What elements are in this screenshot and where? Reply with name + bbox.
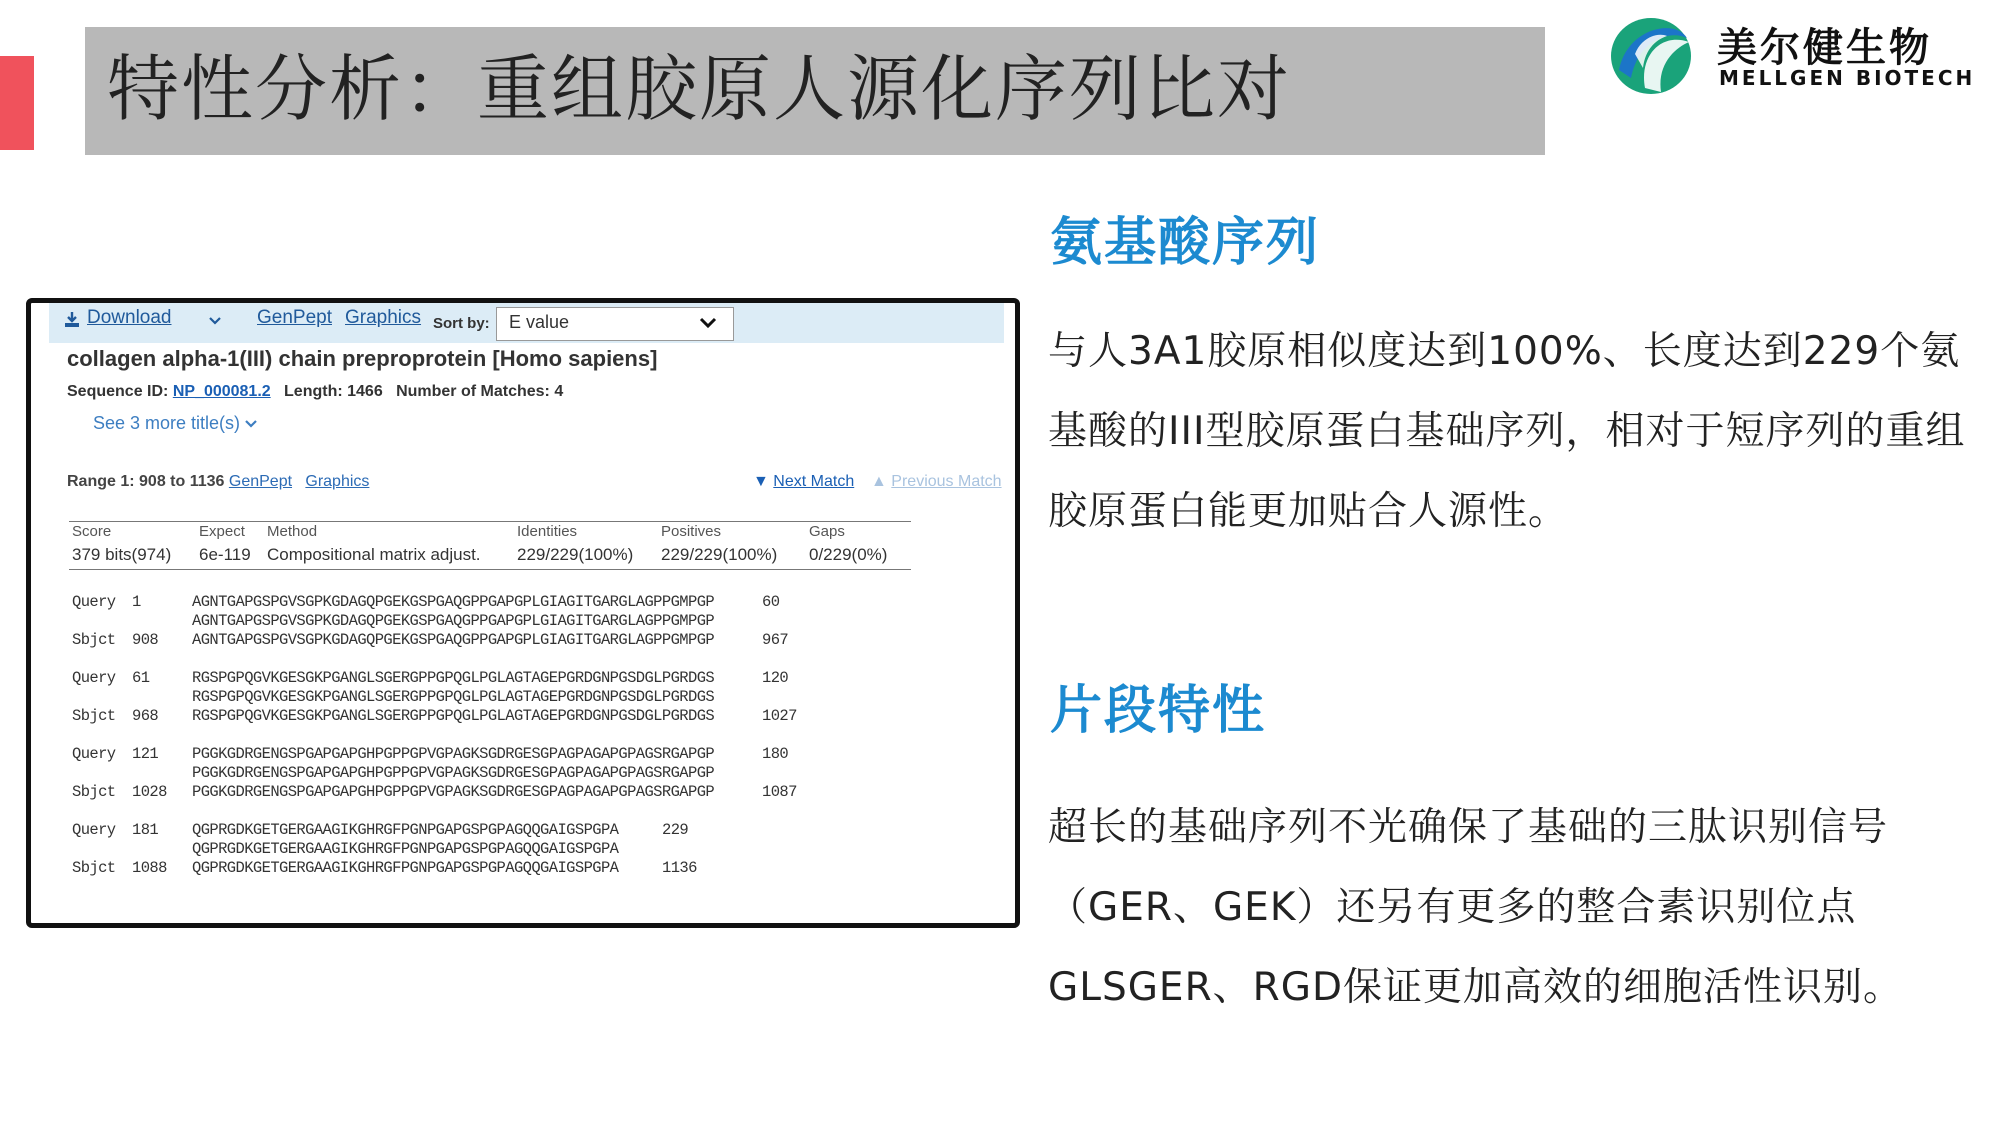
see-more-titles[interactable]: [93, 413, 257, 434]
stats-value: 229/229(100%): [661, 545, 778, 564]
subject-row-start: 908: [132, 631, 159, 649]
blast-result-panel: [26, 298, 1020, 928]
graphics-link[interactable]: Graphics: [345, 307, 422, 328]
seq-id-label: Sequence ID:: [67, 383, 169, 400]
page-title: 特性分析：重组胶原人源化序列比对: [107, 47, 1292, 131]
download-link[interactable]: Download: [87, 307, 172, 328]
stats-header: Expect: [199, 523, 245, 540]
query-row-label: Query: [72, 669, 116, 687]
seq-id-link[interactable]: NP_000081.2: [172, 383, 271, 400]
see-more-label[interactable]: See 3 more title(s): [93, 413, 241, 433]
section-body-sequence: 与人3A1胶原相似度达到100%、长度达到229个氨基酸的III型胶原蛋白基础序列，相对于短序列的重组胶原蛋白能更加贴合人源性。: [1048, 329, 1966, 534]
query-row-end: 120: [762, 669, 789, 687]
matches-value: 4: [554, 383, 564, 400]
stats-value: Compositional matrix adjust.: [267, 545, 481, 564]
stats-top-rule: [69, 521, 911, 522]
range-genpept-link[interactable]: GenPept: [228, 473, 293, 490]
sort-by-label: Sort by:: [433, 315, 490, 332]
logo-name-en: MELLGEN BIOTECH: [1719, 66, 1976, 90]
chevron-down-icon: [699, 317, 717, 329]
match-row-seq: AGNTGAPGSPGVSGPKGDAGQPGEKGSPGAQGPPGAPGPLGIAGITGARGLAGPPGMPGP: [192, 612, 715, 630]
logo-name-cn: 美尔健生物: [1717, 25, 1932, 71]
accent-bar: [0, 56, 34, 150]
stats-value: 6e-119: [199, 545, 251, 564]
next-match-label[interactable]: Next Match: [773, 473, 855, 490]
stats-header: Score: [72, 523, 112, 540]
subject-row-end: 967: [762, 631, 789, 649]
stats-header: Positives: [661, 523, 722, 540]
query-row-end: 60: [762, 593, 780, 611]
subject-row-seq: QGPRGDKGETGERGAAGIKGHRGFPGNPGAPGSPGPAGQQGAIGSPGPA: [192, 859, 619, 877]
subject-row-label: Sbjct: [72, 783, 116, 801]
query-row-start: 1: [132, 593, 141, 611]
next-match-link[interactable]: [753, 473, 854, 491]
match-row-seq: RGSPGPQGVKGESGKPGANGLSGERGPPGPQGLPGLAGTAGEPGRDGNPGSDGLPGRDGS: [192, 688, 715, 706]
length-label: Length:: [284, 383, 343, 400]
sort-select-value: E value: [509, 312, 570, 332]
match-row-seq: QGPRGDKGETGERGAAGIKGHRGFPGNPGAPGSPGPAGQQGAIGSPGPA: [192, 840, 619, 858]
stats-header: Method: [267, 523, 318, 540]
sequence-info: [67, 383, 563, 401]
stats-bottom-rule: [69, 569, 911, 570]
subject-row-seq: AGNTGAPGSPGVSGPKGDAGQPGEKGSPGAQGPPGAPGPLGIAGITGARGLAGPPGMPGP: [192, 631, 715, 649]
subject-row-label: Sbjct: [72, 707, 116, 725]
match-row-seq: PGGKGDRGENGSPGAPGAPGHPGPPGPVGPAGKSGDRGESGPAGPAGAPGPAGSRGAPGP: [192, 764, 715, 782]
subject-row-end: 1136: [662, 859, 697, 877]
section-body-fragment: 超长的基础序列不光确保了基础的三肽识别信号（GER、GEK）还另有更多的整合素识别位点GLSGER、RGD保证更加高效的细胞活性识别。: [1048, 805, 1904, 1010]
query-row-start: 61: [132, 669, 150, 687]
query-row-seq: QGPRGDKGETGERGAAGIKGHRGFPGNPGAPGSPGPAGQQGAIGSPGPA: [192, 821, 619, 839]
section-heading-sequence: 氨基酸序列: [1050, 213, 1321, 273]
query-row-start: 181: [132, 821, 159, 839]
query-row-start: 121: [132, 745, 159, 763]
subject-row-start: 1088: [132, 859, 167, 877]
range-info: [67, 473, 369, 491]
subject-row-end: 1027: [762, 707, 797, 725]
stats-header: Gaps: [809, 523, 845, 540]
range-label: Range 1: 908 to 1136: [67, 473, 225, 490]
sort-select[interactable]: [496, 307, 734, 341]
subject-row-end: 1087: [762, 783, 797, 801]
query-row-seq: PGGKGDRGENGSPGAPGAPGHPGPPGPVGPAGKSGDRGESGPAGPAGAPGPAGSRGAPGP: [192, 745, 715, 763]
triangle-up-icon: ▲: [871, 473, 887, 490]
stats-value: 229/229(100%): [517, 545, 634, 564]
company-logo: [1605, 8, 1995, 98]
subject-row-seq: RGSPGPQGVKGESGKPGANGLSGERGPPGPQGLPGLAGTAGEPGRDGNPGSDGLPGRDGS: [192, 707, 715, 725]
matches-label: Number of Matches:: [396, 383, 550, 400]
subject-row-label: Sbjct: [72, 859, 116, 877]
query-row-end: 180: [762, 745, 789, 763]
previous-match-label[interactable]: Previous Match: [891, 473, 1002, 490]
stats-value: 379 bits(974): [72, 545, 172, 564]
genpept-link[interactable]: GenPept: [257, 307, 332, 328]
triangle-down-icon: ▼: [753, 473, 769, 490]
length-value: 1466: [347, 383, 383, 400]
blast-toolbar: [49, 303, 1004, 343]
chevron-down-icon[interactable]: [209, 316, 221, 326]
previous-match-link[interactable]: [871, 473, 1002, 491]
subject-row-start: 968: [132, 707, 159, 725]
download-icon[interactable]: [63, 311, 81, 329]
subject-row-label: Sbjct: [72, 631, 116, 649]
query-row-label: Query: [72, 745, 116, 763]
query-row-label: Query: [72, 821, 116, 839]
query-row-label: Query: [72, 593, 116, 611]
query-row-end: 229: [662, 821, 689, 839]
logo-swirl-icon: [1605, 8, 1701, 98]
title-banner: [85, 27, 1545, 155]
chevron-down-icon: [245, 419, 257, 429]
query-row-seq: RGSPGPQGVKGESGKPGANGLSGERGPPGPQGLPGLAGTAGEPGRDGNPGSDGLPGRDGS: [192, 669, 715, 687]
query-row-seq: AGNTGAPGSPGVSGPKGDAGQPGEKGSPGAQGPPGAPGPLGIAGITGARGLAGPPGMPGP: [192, 593, 715, 611]
subject-row-start: 1028: [132, 783, 167, 801]
subject-row-seq: PGGKGDRGENGSPGAPGAPGHPGPPGPVGPAGKSGDRGESGPAGPAGAPGPAGSRGAPGP: [192, 783, 715, 801]
hit-description: collagen alpha-1(III) chain preproprotein [Homo sapiens]: [67, 346, 658, 371]
stats-value: 0/229(0%): [809, 545, 888, 564]
stats-header: Identities: [517, 523, 578, 540]
range-graphics-link[interactable]: Graphics: [305, 473, 370, 490]
section-heading-fragment: 片段特性: [1050, 681, 1267, 741]
